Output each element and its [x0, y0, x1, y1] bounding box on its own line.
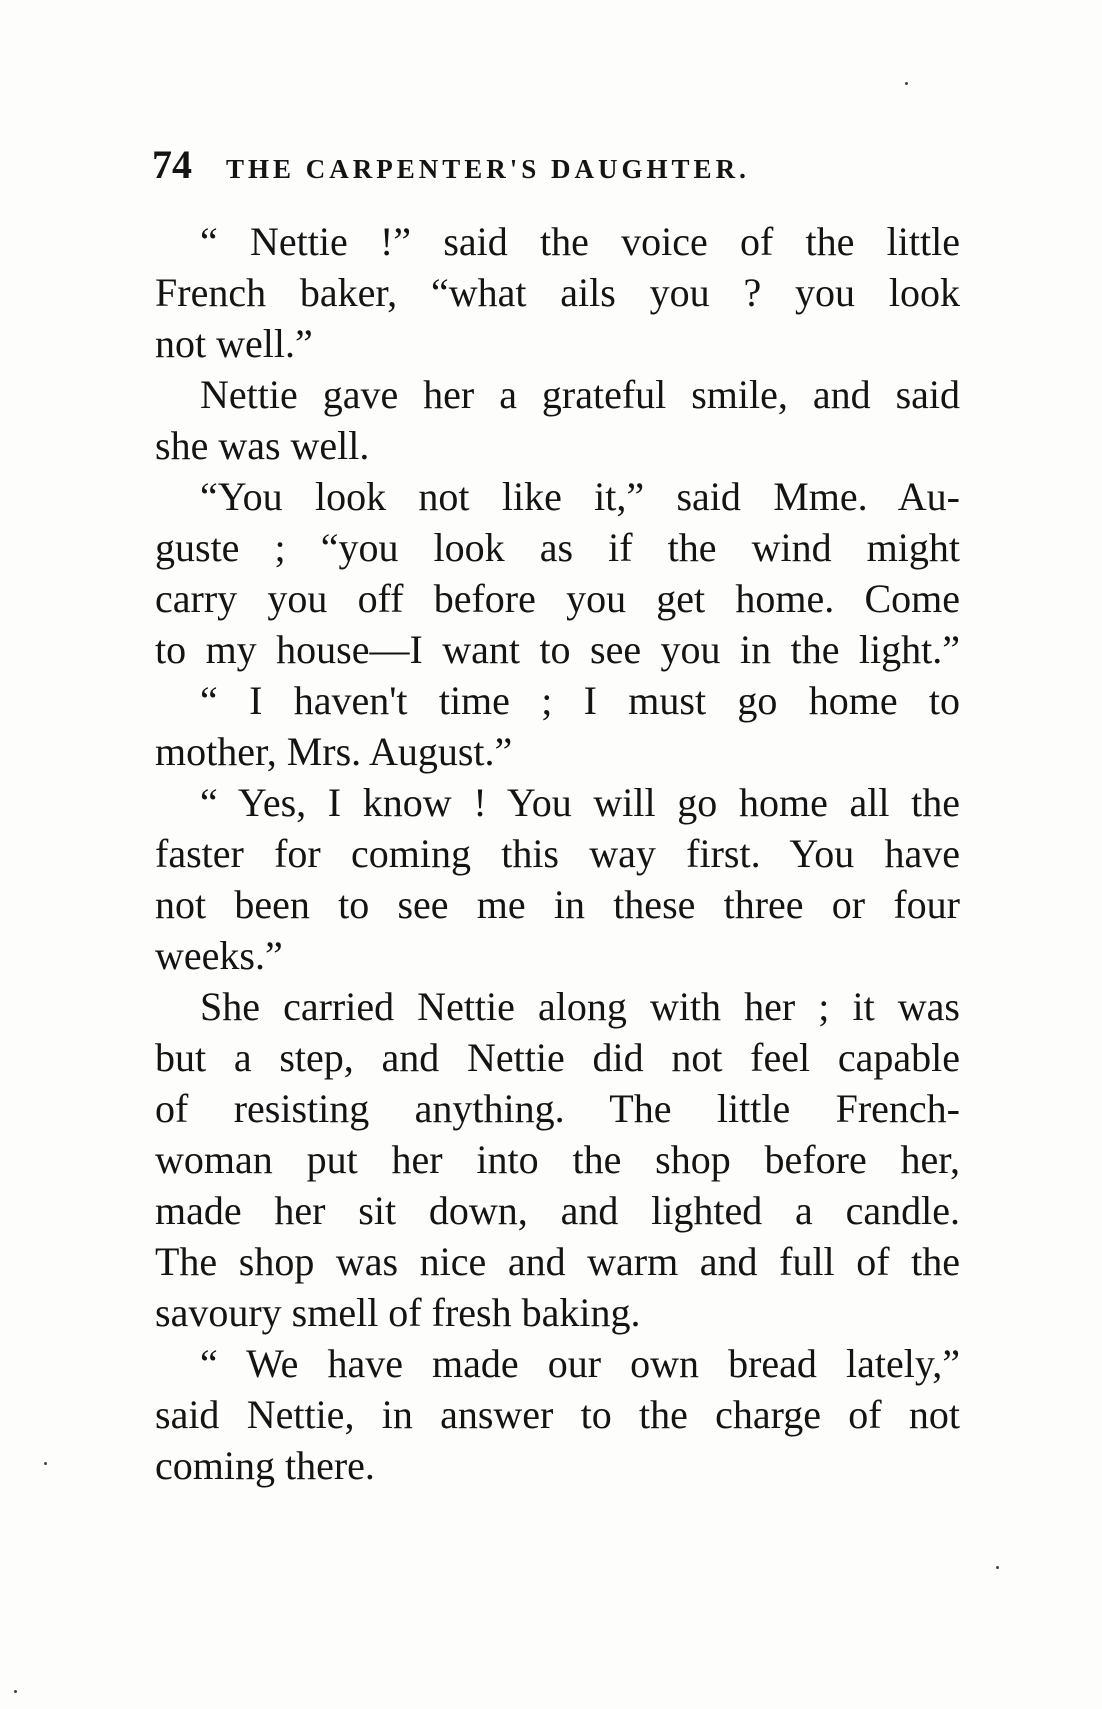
text-line: weeks.”: [155, 933, 283, 978]
paragraph: [155, 777, 960, 981]
running-head: [152, 140, 962, 190]
text-line: of resisting anything. The little French-: [155, 1086, 960, 1131]
text-line: to my house—I want to see you in the light.”: [155, 627, 960, 672]
running-title: THE CARPENTER'S DAUGHTER.: [226, 154, 750, 184]
text-line: savoury smell of fresh baking.: [155, 1290, 641, 1335]
text-line: coming there.: [155, 1443, 375, 1488]
text-line: The shop was nice and warm and full of the: [155, 1239, 960, 1284]
scan-speck: [905, 82, 908, 85]
text-line: not well.”: [155, 321, 313, 366]
paragraph: [155, 369, 960, 471]
paragraph: [155, 981, 960, 1338]
text-line: said Nettie, in answer to the charge of not: [155, 1392, 960, 1437]
text-line: she was well.: [155, 423, 370, 468]
text-line: “ I haven't time ; I must go home to: [200, 678, 960, 723]
text-line: made her sit down, and lighted a candle.: [155, 1188, 960, 1233]
text-line: but a step, and Nettie did not feel capable: [155, 1035, 960, 1080]
paragraph: [155, 675, 960, 777]
paragraph: [155, 216, 960, 369]
scan-speck: [14, 1690, 17, 1693]
scan-speck: [996, 1566, 999, 1569]
text-line: “ Nettie !” said the voice of the little: [200, 219, 960, 264]
text-line: woman put her into the shop before her,: [155, 1137, 960, 1182]
paragraph: [155, 471, 960, 675]
text-line: faster for coming this way first. You have: [155, 831, 960, 876]
scan-speck: [44, 1462, 47, 1465]
text-line: “You look not like it,” said Mme. Au-: [200, 474, 960, 519]
text-line: carry you off before you get home. Come: [155, 576, 960, 621]
text-line: guste ; “you look as if the wind might: [155, 525, 960, 570]
page-number: 74: [152, 142, 192, 187]
paragraph: [155, 1338, 960, 1491]
text-line: mother, Mrs. August.”: [155, 729, 513, 774]
text-line: “ Yes, I know ! You will go home all the: [200, 780, 960, 825]
text-line: She carried Nettie along with her ; it was: [200, 984, 960, 1029]
text-line: not been to see me in these three or four: [155, 882, 960, 927]
body-text: [155, 216, 960, 1491]
text-line: French baker, “what ails you ? you look: [155, 270, 960, 315]
text-line: Nettie gave her a grateful smile, and said: [200, 372, 960, 417]
text-line: “ We have made our own bread lately,”: [200, 1341, 960, 1386]
